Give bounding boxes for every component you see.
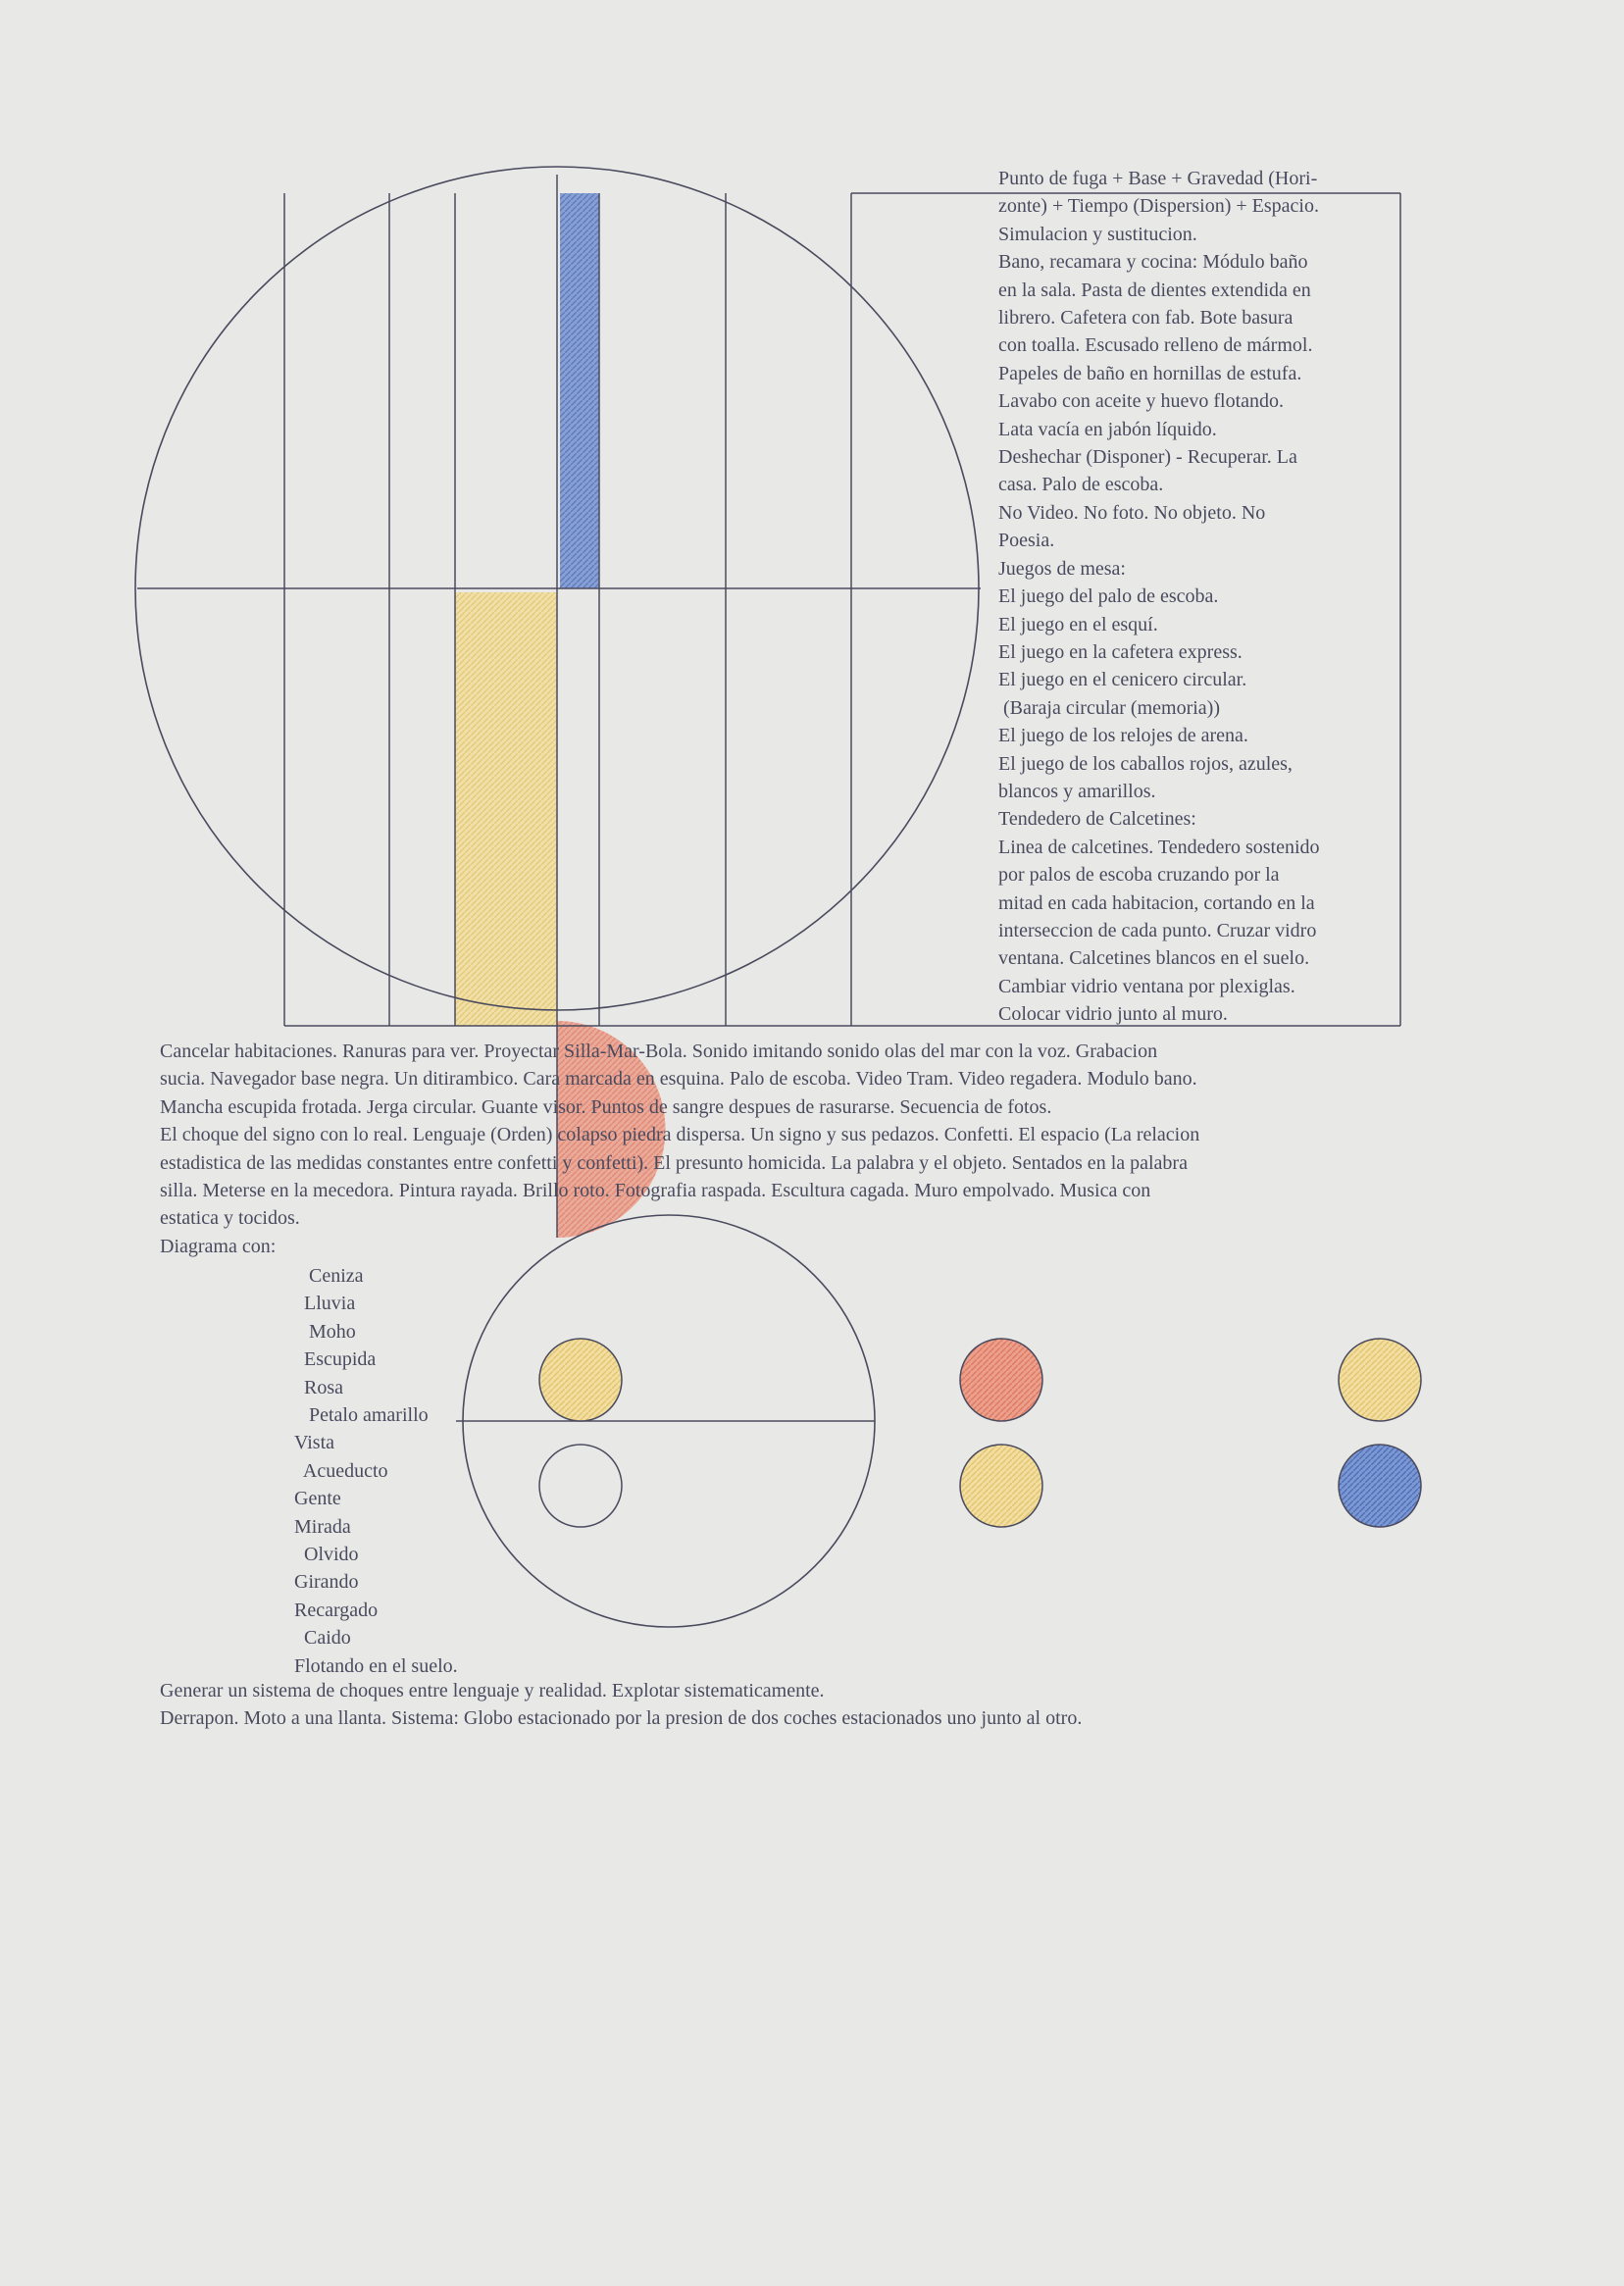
text-line: Generar un sistema de choques entre lenguaje y realidad. Explotar sistematicamente. <box>160 1680 825 1702</box>
list-item: Flotando en el suelo. <box>294 1654 458 1677</box>
list-item: Lluvia <box>294 1293 356 1315</box>
empty-dot-lower-left <box>539 1445 622 1527</box>
text-line: estatica y tocidos. <box>160 1207 300 1230</box>
text-line: Simulacion y sustitucion. <box>998 223 1197 245</box>
text-line: Tendedero de Calcetines: <box>998 808 1196 831</box>
yellow-crayon-band <box>455 592 557 1026</box>
text-line: (Baraja circular (memoria)) <box>998 696 1220 719</box>
list-item: Gente <box>294 1488 341 1510</box>
text-line: Diagrama con: <box>160 1235 277 1257</box>
list-item: Escupida <box>294 1348 377 1371</box>
text-line: Cambiar vidrio ventana por plexiglas. <box>998 975 1295 997</box>
list-item: Rosa <box>294 1376 343 1398</box>
text-line: estadistica de las medidas constantes entre confetti y confetti). El presunto homicida. La palabra y el objeto. Sentados en la palabra <box>160 1151 1188 1174</box>
list-item: Vista <box>294 1432 335 1454</box>
main-paragraph <box>160 1038 1474 1260</box>
text-line: Linea de calcetines. Tendedero sostenido <box>998 836 1320 858</box>
text-line: en la sala. Pasta de dientes extendida en <box>998 279 1311 301</box>
list-item: Petalo amarillo <box>294 1404 429 1427</box>
blue-dot-lower-right <box>1339 1445 1421 1527</box>
text-line: zonte) + Tiempo (Dispersion) + Espacio. <box>998 195 1319 218</box>
text-line: Derrapon. Moto a una llanta. Sistema: Globo estacionado por la presion de dos coches estacionados uno junto al otro. <box>160 1707 1083 1730</box>
text-line: Colocar vidrio junto al muro. <box>998 1003 1228 1026</box>
text-line: El juego de los caballos rojos, azules, <box>998 752 1293 775</box>
text-line: Papeles de baño en hornillas de estufa. <box>998 362 1302 384</box>
list-item: Ceniza <box>294 1265 364 1287</box>
list-item: Moho <box>294 1320 356 1343</box>
text-line: El juego del palo de escoba. <box>998 585 1219 608</box>
text-line: Cancelar habitaciones. Ranuras para ver. Proyectar Silla-Mar-Bola. Sonido imitando sonido olas del mar con la voz. Grabacion <box>160 1041 1158 1062</box>
text-line: Deshechar (Disponer) - Recuperar. La <box>998 446 1297 469</box>
text-line: El juego en el cenicero circular. <box>998 669 1247 691</box>
diagram-word-list <box>294 1262 458 1680</box>
text-line: Juegos de mesa: <box>998 557 1126 580</box>
text-line: El choque del signo con lo real. Lenguaje (Orden) colapso piedra dispersa. Un signo y sus pedazos. Confetti. El espacio (La relacion <box>160 1124 1200 1146</box>
text-line: interseccion de cada punto. Cruzar vidro <box>998 919 1317 941</box>
text-line: con toalla. Escusado relleno de mármol. <box>998 334 1313 357</box>
text-line: Mancha escupida frotada. Jerga circular. Guante visor. Puntos de sangre despues de rasurarse. Secuencia de fotos. <box>160 1095 1052 1118</box>
blue-crayon-band <box>560 193 599 588</box>
text-line: El juego de los relojes de arena. <box>998 725 1248 747</box>
red-dot-upper-middle <box>960 1339 1042 1421</box>
text-line: Poesia. <box>998 530 1055 552</box>
text-line: silla. Meterse en la mecedora. Pintura rayada. Brillo roto. Fotografia raspada. Escultura cagada. Muro empolvado. Musica con <box>160 1180 1151 1202</box>
sidebar-text-column <box>998 165 1402 1029</box>
text-line: Punto de fuga + Base + Gravedad (Hori- <box>998 168 1318 189</box>
list-item: Acueducto <box>294 1459 388 1482</box>
text-line: No Video. No foto. No objeto. No <box>998 501 1266 524</box>
text-line: ventana. Calcetines blancos en el suelo. <box>998 947 1310 970</box>
list-item: Olvido <box>294 1544 359 1566</box>
text-line: Lavabo con aceite y huevo flotando. <box>998 390 1284 413</box>
list-item: Girando <box>294 1571 359 1594</box>
text-line: por palos de escoba cruzando por la <box>998 864 1280 887</box>
text-line: El juego en el esquí. <box>998 613 1158 635</box>
list-item: Caido <box>294 1627 351 1650</box>
list-item: Recargado <box>294 1599 379 1621</box>
text-line: casa. Palo de escoba. <box>998 474 1164 496</box>
yellow-dot-upper-right <box>1339 1339 1421 1421</box>
yellow-dot-lower-middle <box>960 1445 1042 1527</box>
text-line: blancos y amarillos. <box>998 780 1156 802</box>
text-line: El juego en la cafetera express. <box>998 640 1243 663</box>
text-line: Lata vacía en jabón líquido. <box>998 418 1217 440</box>
closing-paragraph <box>160 1677 1082 1733</box>
text-line: mitad en cada habitacion, cortando en la <box>998 891 1315 914</box>
yellow-dot-upper-left <box>539 1339 622 1421</box>
list-item: Mirada <box>294 1515 351 1538</box>
text-line: Bano, recamara y cocina: Módulo baño <box>998 251 1308 274</box>
text-line: sucia. Navegador base negra. Un ditirambico. Cara marcada en esquina. Palo de escoba. Video Tram. Video regadera. Modulo bano. <box>160 1068 1197 1091</box>
text-line: librero. Cafetera con fab. Bote basura <box>998 307 1294 330</box>
